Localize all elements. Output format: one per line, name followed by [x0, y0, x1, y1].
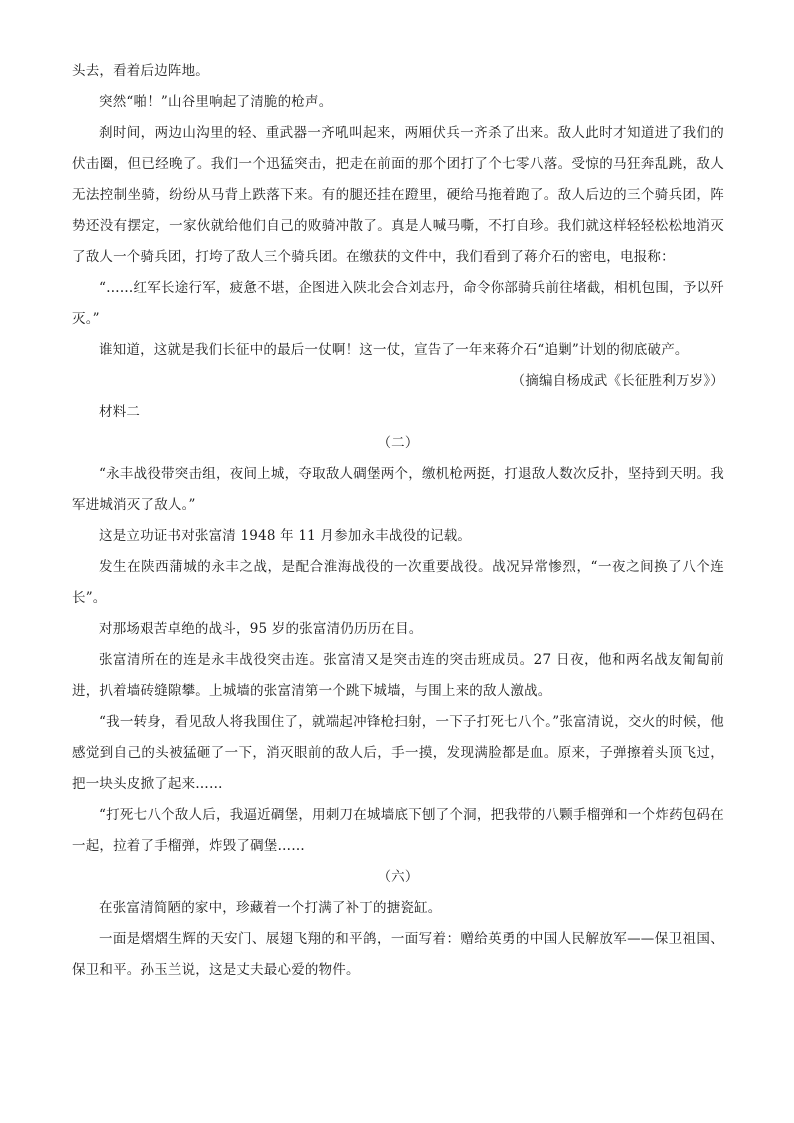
- paragraph: “打死七八个敌人后，我逼近碉堡，用刺刀在城墙底下刨了个洞，把我带的八颗手榴弹和一个炸药包码在一起，拉着了手榴弹，炸毁了碉堡……: [72, 807, 724, 854]
- paragraph: 这是立功证书对张富清 1948 年 11 月参加永丰战役的记载。: [99, 528, 472, 544]
- paragraph: “……红军长途行军，疲惫不堪，企图进入陕北会合刘志丹，命令你部骑兵前往堵截，相机包围，予以歼灭。”: [72, 280, 724, 327]
- paragraph: “永丰战役带突击组，夜间上城，夺取敌人碉堡两个，缴机枪两挺，打退敌人数次反扑，坚持到天明。我军进城消灭了敌人。”: [72, 466, 724, 513]
- paragraph: 一面是熠熠生辉的天安门、展翅飞翔的和平鸽，一面写着：赠给英勇的中国人民解放军——保卫祖国、保卫和平。孙玉兰说，这是丈夫最心爱的物件。: [72, 931, 724, 978]
- paragraph: “我一转身，看见敌人将我围住了，就端起冲锋枪扫射，一下子打死七八个。”张富清说，交火的时候，他感觉到自己的头被猛砸了一下，消灭眼前的敌人后，手一摸，发现满脸都是血。原来，子弹擦着头顶飞过，把一块头皮掀了起来……: [72, 714, 724, 792]
- paragraph: 发生在陕西蒲城的永丰之战，是配合淮海战役的一次重要战役。战况异常惨烈，“一夜之间换了八个连长”。: [72, 559, 724, 606]
- paragraph: 谁知道，这就是我们长征中的最后一仗啊！这一仗，宣告了一年来蒋介石“追剿”计划的彻底破产。: [99, 342, 689, 358]
- section-heading: （二）: [377, 435, 419, 451]
- source-citation: （摘编自杨成武《长征胜利万岁》）: [511, 373, 724, 389]
- paragraph: 刹时间，两边山沟里的轻、重武器一齐吼叫起来，两厢伏兵一齐杀了出来。敌人此时才知道进了我们的伏击圈，但已经晚了。我们一个迅猛突击，把走在前面的那个团打了个七零八落。受惊的马狂奔乱跳，敌人无法控制坐骑，纷纷从马背上跌落下来。有的腿还挂在蹬里，硬给马拖着跑了。敌人后边的三个骑兵团，阵势还没有摆定，一家伙就给他们自己的败骑冲散了。真是人喊马嘶，不打自珍。我们就这样轻轻松松地消灭了敌人一个骑兵团，打垮了敌人三个骑兵团。在缴获的文件中，我们看到了蒋介石的密电，电报称：: [72, 125, 724, 265]
- paragraph: 张富清所在的连是永丰战役突击连。张富清又是突击连的突击班成员。27 日夜，他和两名战友匍匐前进，扒着墙砖缝隙攀。上城墙的张富清第一个跳下城墙，与围上来的敌人激战。: [72, 652, 724, 699]
- paragraph: 突然“啪！”山谷里响起了清脆的枪声。: [99, 94, 333, 110]
- section-label: 材料二: [99, 404, 141, 420]
- document-body: [72, 62, 724, 986]
- paragraph: 头去，看着后边阵地。: [72, 63, 209, 79]
- paragraph: 在张富清简陋的家中，珍藏着一个打满了补丁的搪瓷缸。: [99, 900, 442, 916]
- paragraph: 对那场艰苦卓绝的战斗，95 岁的张富清仍历历在目。: [99, 621, 423, 637]
- section-heading: （六）: [377, 869, 419, 885]
